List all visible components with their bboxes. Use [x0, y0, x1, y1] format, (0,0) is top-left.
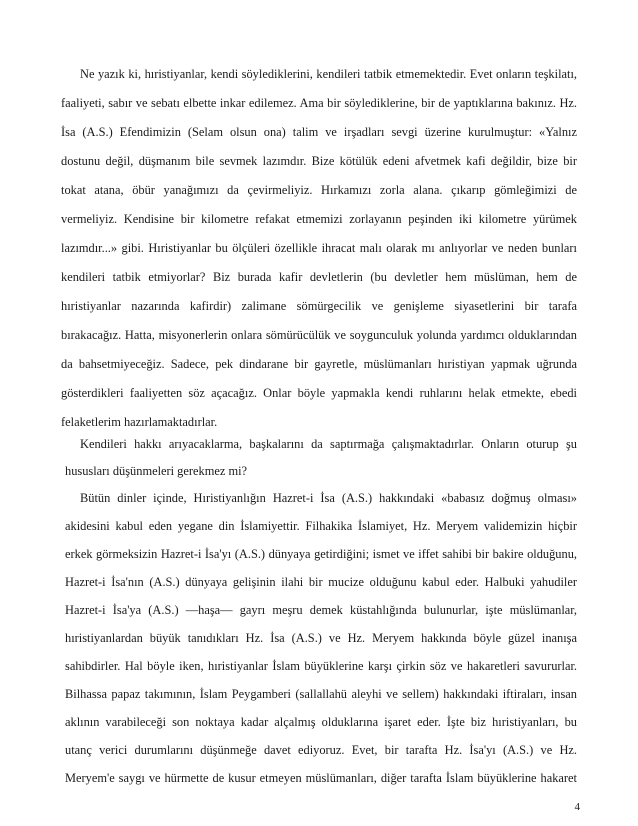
- text-line: felaketlerim hazırlamaktadırlar.: [61, 415, 218, 429]
- page-number: 4: [574, 801, 580, 813]
- text-line: vermeliyiz. Kendisine bir kilometre refakat etmemizi zorlayanın peşinden iki kilometre yürümek: [61, 212, 577, 226]
- text-line: utanç verici durumlarını düşünmeğe davet ediyoruz. Evet, bir tarafta Hz. İsa'yı (A.S.) ve Hz.: [65, 743, 577, 757]
- text-line: Hazret-i İsa'nın (A.S.) dünyaya gelişinin ilahi bir mucize olduğunu kabul eder. Halbuki yahudiler: [65, 575, 577, 589]
- text-line: hıristiyanlar nazarında kafirdir) zalimane sömürgecilik ve genişleme siyasetlerini bir tarafa: [61, 299, 577, 313]
- text-line: İsa (A.S.) Efendimizin (Selam olsun ona) talim ve irşadları sevgi üzerine kurulmuştur: «Yalnız: [61, 125, 577, 139]
- text-line: Bütün dinler içinde, Hıristiyanlığın Hazret-i İsa (A.S.) hakkındaki «babasız doğmuş olması»: [80, 491, 577, 505]
- text-line: Ne yazık ki, hıristiyanlar, kendi söylediklerini, kendileri tatbik etmemektedir. Evet onların teşkilatı,: [80, 67, 577, 81]
- text-line: akidesini kabul eden yegane din İslamiyettir. Filhakika İslamiyet, Hz. Meryem validemizin hiçbir: [65, 519, 577, 533]
- text-line: erkek görmeksizin Hazret-i İsa'yı (A.S.) dünyaya getirdiğini; ismet ve iffet sahibi bir bakire olduğunu,: [65, 547, 577, 561]
- text-line: hususları düşünmeleri gerekmez mi?: [65, 464, 248, 478]
- text-line: Kendileri hakkı arıyacaklarma, başkalarını da saptırmağa çalışmaktadırlar. Onların oturup şu: [80, 437, 577, 451]
- text-line: hıristiyanlardan büyük tanıdıkları Hz. İsa (A.S.) ve Hz. Meryem hakkında böyle güzel inanışa: [65, 631, 577, 645]
- text-line: lazımdır...» gibi. Hıristiyanlar bu ölçüleri özellikle ihracat malı olarak mı anlıyorlar ve neden bunları: [61, 241, 577, 255]
- text-line: dostunu değil, düşmanım bile sevmek lazımdır. Bize kötülük edeni afvetmek kafi değildir, bize bir: [61, 154, 577, 168]
- text-line: bırakacağız. Hatta, misyonerlerin onlara sömürücülük ve soygunculuk yolunda yardımcı olduklarından: [61, 328, 577, 342]
- text-line: tokat atana, öbür yanağımızı da çevirmeliyiz. Hırkamızı zorla alana. çıkarıp gömleğimizi de: [61, 183, 577, 197]
- text-line: da bahsetmiyeceğiz. Sadece, pek dindarane bir gayretle, müslümanları hıristiyan yapmak uğrunda: [61, 357, 577, 371]
- text-line: Hazret-i İsa'ya (A.S.) —haşa— gayrı meşru demek küstahlığında bulunurlar, işte müslümanlar,: [65, 603, 577, 617]
- text-line: kendileri tatbik etmiyorlar? Biz burada kafir devletlerin (bu devletler hem müslüman, hem de: [61, 270, 577, 284]
- text-line: Meryem'e saygı ve hürmette de kusur etmeyen müslümanları, diğer tarafta İslam büyüklerine hakaret: [65, 771, 577, 785]
- text-line: faaliyeti, sabır ve sebatı elbette inkar edilemez. Ama bir söylediklerine, bir de yaptıklarına bakınız. Hz.: [61, 96, 577, 110]
- text-line: Bilhassa papaz takımının, İslam Peygamberi (sallallahü aleyhi ve sellem) hakkındaki iftiraları, insan: [65, 687, 577, 701]
- text-line: aklının varabileceği son noktaya kadar alçalmış olduklarına işaret eder. İşte biz hıristiyanları, bu: [65, 715, 577, 729]
- text-line: gösterdikleri faaliyetten söz açacağız. Onlar böyle yapmakla kendi ruhlarını helak etmekte, ebedi: [61, 386, 577, 400]
- text-line: sahibdirler. Hal böyle iken, hıristiyanlar İslam büyüklerine karşı çirkin söz ve hakaretleri savururlar.: [65, 659, 577, 673]
